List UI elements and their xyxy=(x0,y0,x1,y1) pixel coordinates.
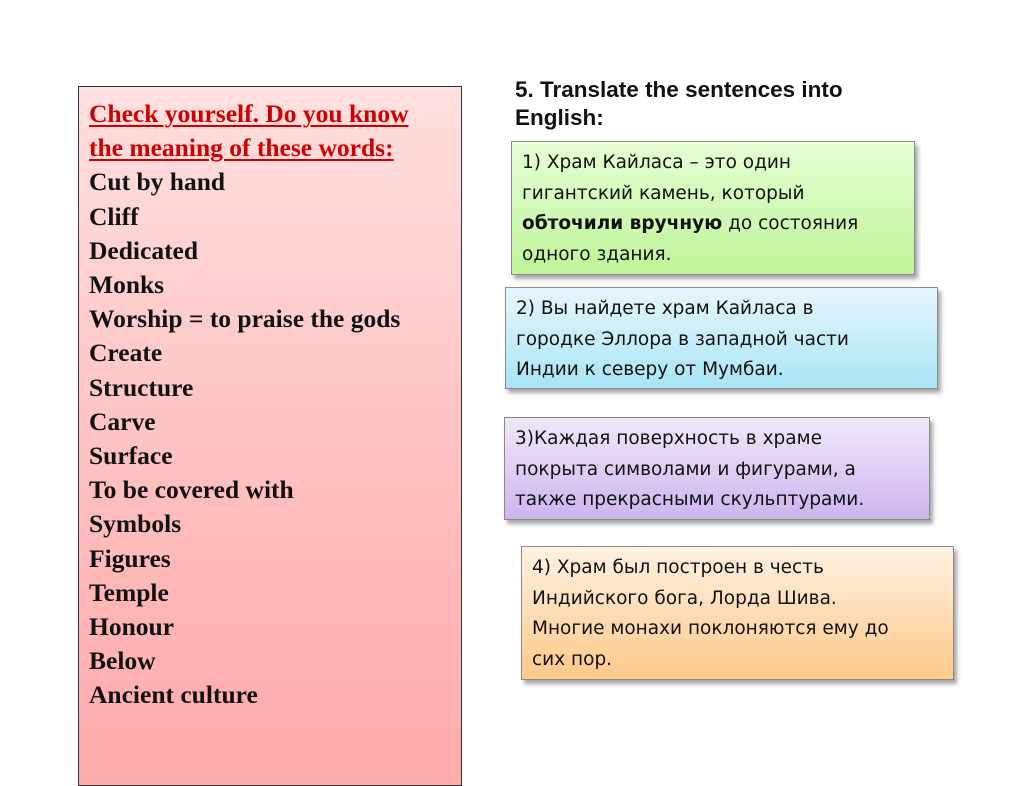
sentence-1-line-1: 1) Храм Кайласа – это один xyxy=(522,152,791,173)
vocab-word: Honour xyxy=(89,612,175,642)
sentence-2-line-2: городке Эллора в западной части xyxy=(516,328,849,350)
sentence-4-line-2: Индийского бога, Лорда Шива. xyxy=(532,587,837,609)
vocab-word: Cut by hand xyxy=(89,167,226,197)
sentence-3-line-2: покрыта символами и фигурами, а xyxy=(515,458,856,480)
sentence-box-3 xyxy=(504,417,930,520)
vocab-word: Cliff xyxy=(89,201,139,231)
sentence-box-1 xyxy=(511,141,915,275)
vocab-word: Figures xyxy=(89,543,171,573)
vocabulary-heading-line-2: the meaning of these words: xyxy=(89,133,394,163)
sentence-3-line-1: 3)Каждая поверхность в храме xyxy=(515,428,822,449)
vocab-word: Structure xyxy=(89,372,194,402)
vocab-word: Monks xyxy=(89,270,165,300)
vocabulary-heading xyxy=(89,97,451,165)
sentence-1-bold-phrase: обточили вручную xyxy=(522,213,723,234)
sentence-1-line-3-rest: до состояния xyxy=(722,213,859,234)
vocab-word: Temple xyxy=(89,577,169,607)
sentence-2-line-3: Индии к северу от Мумбаи. xyxy=(516,359,784,380)
vocab-word: Worship = to praise the gods xyxy=(89,304,401,334)
sentence-box-4 xyxy=(521,546,954,680)
vocab-word: To be covered with xyxy=(89,475,294,505)
task-title-line-2: English: xyxy=(515,105,604,130)
sentence-1-line-2: гигантский камень, который xyxy=(522,182,805,204)
task-title xyxy=(515,76,935,132)
sentence-4-line-3: Многие монахи поклоняются ему до xyxy=(532,618,889,639)
vocab-word: Dedicated xyxy=(89,235,199,265)
vocab-word: Create xyxy=(89,338,163,368)
sentence-1-line-3 xyxy=(522,209,904,240)
sentence-3-line-3: также прекрасными скульптурами. xyxy=(515,489,865,510)
vocabulary-panel xyxy=(78,86,462,786)
vocab-word: Symbols xyxy=(89,509,182,539)
task-title-line-1: 5. Translate the sentences into xyxy=(515,77,843,102)
vocab-word: Below xyxy=(89,646,156,676)
sentence-box-2 xyxy=(505,287,938,389)
sentence-4-line-4: сих пор. xyxy=(532,648,613,670)
vocab-word: Surface xyxy=(89,441,173,471)
sentence-2-line-1: 2) Вы найдете храм Кайласа в xyxy=(516,298,814,319)
sentence-4-line-1: 4) Храм был построен в честь xyxy=(532,557,824,578)
vocabulary-heading-line-1: Check yourself. Do you know xyxy=(89,99,409,128)
vocab-word: Carve xyxy=(89,406,156,436)
sentence-1-line-4: одного здания. xyxy=(522,243,672,265)
vocab-word: Ancient culture xyxy=(89,680,258,710)
